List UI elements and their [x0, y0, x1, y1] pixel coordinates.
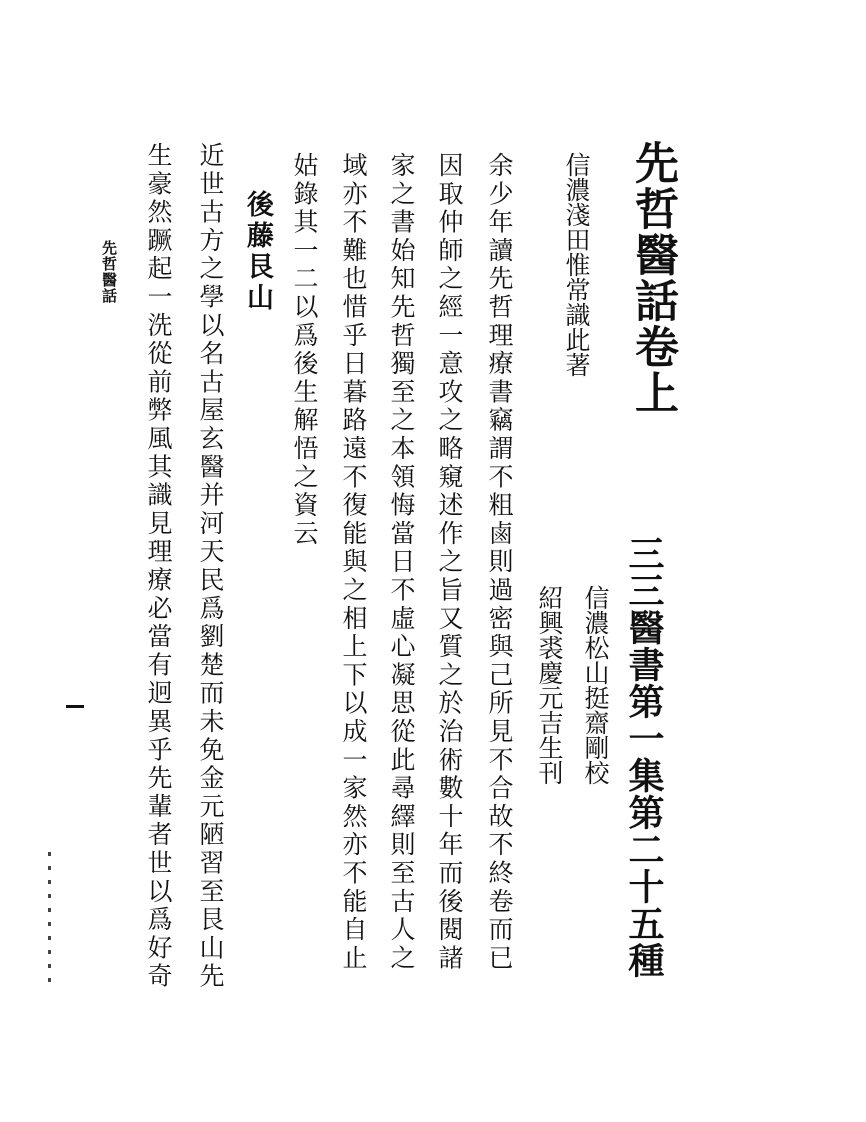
section-line-2: 生豪然蹶起一洗從前弊風其識見理療必當有迥異乎先輩者世以爲好奇	[144, 142, 173, 991]
series-title: 三三醫書第一集第二十五種	[623, 535, 665, 979]
book-title: 先哲醫話卷上	[627, 140, 678, 416]
edge-artifact	[48, 852, 51, 984]
page-number	[66, 705, 84, 708]
preface-line-2: 因取仲師之經一意攻之略窺述作之旨又質之於治術數十年而後閱諸	[435, 152, 464, 973]
preface-line-5: 姑錄其一二以爲後生解悟之資云	[290, 152, 319, 549]
section-line-1: 近世古方之學以名古屋玄醫并河天民爲劉楚而未免金元陋習至艮山先	[196, 142, 225, 991]
publisher-credit: 紹興裘慶元吉生刊	[535, 585, 564, 785]
preface-line-4: 域亦不難也惜乎日暮路遠不復能與之相上下以成一家然亦不能自止	[339, 152, 368, 973]
section-heading: 後藤艮山	[242, 190, 273, 314]
author-credit: 信濃淺田惟常識此著	[562, 152, 591, 377]
preface-line-3: 家之書始知先哲獨至之本領悔當日不虛心凝思從此尋繹則至古人之	[387, 152, 416, 973]
margin-label: 先哲醫話	[100, 240, 118, 304]
proofreader-credit: 信濃松山挺齋剛校	[581, 585, 610, 785]
preface-line-1: 余少年讀先哲理療書竊謂不粗鹵則過密與己所見不合故不終卷而已	[485, 152, 514, 973]
